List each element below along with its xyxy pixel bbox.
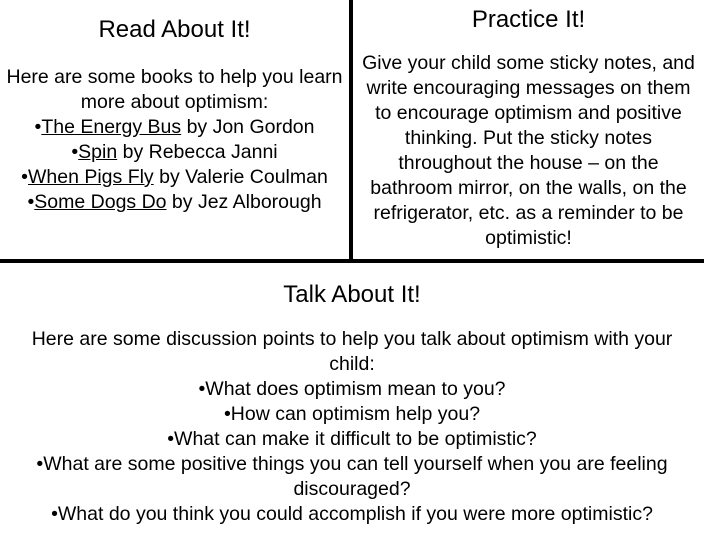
bullet: • xyxy=(34,116,42,138)
bullet: • xyxy=(21,166,28,188)
book-title-link[interactable]: When Pigs Fly xyxy=(27,166,154,188)
discussion-point: •What can make it difficult to be optimistic? xyxy=(167,428,537,450)
book-title-link[interactable]: Spin xyxy=(78,141,118,163)
talk-intro: Here are some discussion points to help you talk about optimism with your child: xyxy=(31,328,673,375)
discussion-point: •What are some positive things you can tell yourself when you are feeling discouraged? xyxy=(36,453,668,500)
read-about-it-panel xyxy=(0,0,349,215)
read-about-it-body xyxy=(6,65,343,215)
book-author: by Jez Alborough xyxy=(166,191,322,213)
practice-it-title: Practice It! xyxy=(471,6,586,33)
practice-it-text: Give your child some sticky notes, and write encouraging messages on them to encourage optimism and positive thinking. Put the sticky notes throughout the house – on the bathroom mirror, on the walls, on the refrigerator, etc. as a reminder to be optimistic! xyxy=(362,52,695,249)
bullet: • xyxy=(71,141,79,163)
discussion-point: •How can optimism help you? xyxy=(223,403,481,425)
book-title-link[interactable]: The Energy Bus xyxy=(41,116,182,138)
book-item xyxy=(6,190,343,215)
book-item xyxy=(6,115,343,140)
talk-about-it-panel xyxy=(0,263,704,527)
practice-it-panel xyxy=(353,0,704,251)
book-item xyxy=(6,140,343,165)
read-intro: Here are some books to help you learn more about optimism: xyxy=(6,66,343,113)
book-item xyxy=(6,165,343,190)
bullet: • xyxy=(27,191,35,213)
book-author: by Valerie Coulman xyxy=(153,166,328,188)
talk-about-it-body xyxy=(10,327,694,527)
talk-about-it-title: Talk About It! xyxy=(283,281,421,308)
read-about-it-title: Read About It! xyxy=(98,16,251,43)
discussion-point: •What do you think you could accomplish if you were more optimistic? xyxy=(51,503,653,525)
discussion-point: •What does optimism mean to you? xyxy=(198,378,506,400)
book-title-link[interactable]: Some Dogs Do xyxy=(34,191,167,213)
book-author: by Rebecca Janni xyxy=(117,141,278,163)
book-author: by Jon Gordon xyxy=(181,116,315,138)
